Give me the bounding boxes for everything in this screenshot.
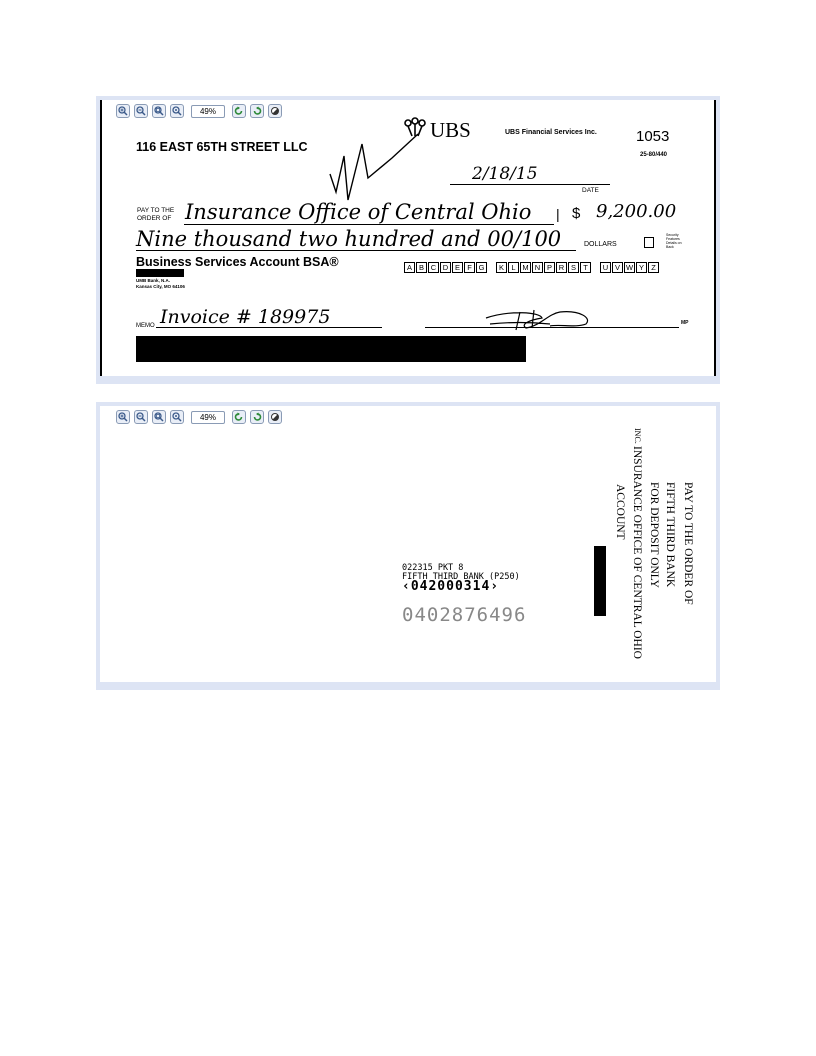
security-letter-boxes bbox=[404, 262, 660, 273]
check-back-image bbox=[100, 406, 716, 682]
payer-name: 116 EAST 65TH STREET LLC bbox=[136, 140, 308, 154]
routing-fraction: 25-80/440 bbox=[640, 152, 668, 158]
letter-box-group bbox=[496, 262, 592, 273]
zoom-actual-icon[interactable] bbox=[170, 104, 184, 118]
endorsement-line-1: PAY TO THE ORDER OF bbox=[682, 482, 694, 605]
memo-value: Invoice # 189975 bbox=[160, 306, 331, 328]
letter-box: R bbox=[556, 262, 567, 273]
endorsement-line-3: FOR DEPOSIT ONLY bbox=[648, 482, 660, 588]
stamp-line-2: FIFTH THIRD BANK (P250) bbox=[402, 572, 520, 582]
zoom-level-field[interactable]: 49% bbox=[191, 411, 225, 424]
micr-redaction bbox=[136, 336, 526, 362]
letter-box: Z bbox=[648, 262, 659, 273]
zoom-in-icon[interactable] bbox=[116, 410, 130, 424]
letter-box: T bbox=[580, 262, 591, 273]
pay-to-label-line1: PAY TO THE bbox=[137, 207, 175, 214]
letter-box: E bbox=[452, 262, 463, 273]
pay-to-label bbox=[137, 207, 174, 223]
check-front-panel bbox=[96, 96, 720, 384]
endorsement-line-5: ACCOUNT bbox=[614, 484, 626, 540]
check-date: 2/18/15 bbox=[472, 164, 538, 184]
amount-numeric: 9,200.00 bbox=[596, 201, 677, 222]
check-front-image bbox=[100, 100, 716, 376]
payee-name: Insurance Office of Central Ohio bbox=[185, 200, 532, 224]
rotate-right-icon[interactable] bbox=[250, 104, 264, 118]
letter-box: P bbox=[544, 262, 555, 273]
ubs-keys-logo bbox=[402, 116, 428, 138]
letter-box-group bbox=[404, 262, 488, 273]
contrast-icon[interactable] bbox=[268, 410, 282, 424]
pay-to-label-line2: ORDER OF bbox=[137, 215, 172, 222]
payee-line bbox=[184, 224, 554, 225]
security-features-text: Security Features Details on Back bbox=[666, 233, 682, 249]
padlock-icon bbox=[644, 237, 654, 248]
check-back-panel bbox=[96, 402, 720, 690]
endorsement-line-2: FIFTH THIRD BANK bbox=[664, 482, 676, 588]
zoom-actual-icon[interactable] bbox=[170, 410, 184, 424]
rotate-left-icon[interactable] bbox=[232, 104, 246, 118]
letter-box: A bbox=[404, 262, 415, 273]
zoom-out-icon[interactable] bbox=[134, 410, 148, 424]
letter-box: L bbox=[508, 262, 519, 273]
letter-box: D bbox=[440, 262, 451, 273]
rotate-right-icon[interactable] bbox=[250, 410, 264, 424]
letter-box: Y bbox=[636, 262, 647, 273]
amount-bracket: | bbox=[556, 206, 560, 222]
letter-box: W bbox=[625, 263, 634, 272]
letter-box: N bbox=[532, 262, 543, 273]
letter-box: B bbox=[416, 262, 427, 273]
bank-address bbox=[136, 278, 185, 290]
endorsement-line-4: INSURANCE OFFICE OF CENTRAL OHIO bbox=[631, 446, 643, 659]
letter-box: F bbox=[464, 262, 475, 273]
signature-line bbox=[425, 327, 679, 328]
stamp-line-1: 022315 PKT 8 bbox=[402, 563, 464, 573]
contrast-icon[interactable] bbox=[268, 104, 282, 118]
dollar-sign: $ bbox=[572, 205, 581, 222]
bank-entity: UBS Financial Services Inc. bbox=[505, 129, 597, 136]
bank-deposit-stamp bbox=[402, 563, 520, 594]
scan-edge-right bbox=[714, 100, 716, 376]
viewer-toolbar-back bbox=[116, 408, 282, 426]
bank-address-line1: UMB Bank, N.A. bbox=[136, 278, 171, 283]
letter-box: M bbox=[520, 262, 531, 273]
bank-logo-text: UBS bbox=[430, 118, 471, 142]
check-number: 1053 bbox=[636, 128, 670, 145]
letter-box: C bbox=[428, 262, 439, 273]
letter-box: V bbox=[612, 262, 623, 273]
stamp-routing: ‹042000314› bbox=[402, 579, 500, 594]
deposit-account-number: 0402876496 bbox=[402, 604, 527, 626]
letter-box: U bbox=[600, 262, 611, 273]
account-redaction bbox=[594, 546, 606, 616]
letter-box: S bbox=[568, 262, 579, 273]
viewer-toolbar bbox=[116, 102, 282, 120]
zoom-fit-icon[interactable] bbox=[152, 104, 166, 118]
scan-edge-left bbox=[100, 100, 102, 376]
signature bbox=[480, 304, 600, 334]
dollars-label: DOLLARS bbox=[584, 241, 617, 248]
zoom-out-icon[interactable] bbox=[134, 104, 148, 118]
memo-label: MEMO bbox=[136, 323, 155, 329]
bank-address-line2: Kansas City, MO 64106 bbox=[136, 284, 185, 289]
mp-label: MP bbox=[681, 320, 689, 326]
date-label: DATE bbox=[582, 187, 599, 194]
zoom-fit-icon[interactable] bbox=[152, 410, 166, 424]
zoom-level-field[interactable]: 49% bbox=[191, 105, 225, 118]
memo-line bbox=[156, 327, 382, 328]
letter-box-group bbox=[600, 262, 660, 273]
date-line bbox=[450, 184, 610, 185]
letter-box: K bbox=[496, 262, 507, 273]
zoom-in-icon[interactable] bbox=[116, 104, 130, 118]
letter-box: G bbox=[476, 262, 487, 273]
endorsement-line-6: INC. bbox=[633, 428, 642, 444]
amount-words-line bbox=[136, 250, 576, 251]
rotate-left-icon[interactable] bbox=[232, 410, 246, 424]
account-name: Business Services Account BSA® bbox=[136, 255, 339, 269]
amount-words: Nine thousand two hundred and 00/100 bbox=[136, 227, 562, 251]
redaction-box bbox=[136, 269, 184, 277]
